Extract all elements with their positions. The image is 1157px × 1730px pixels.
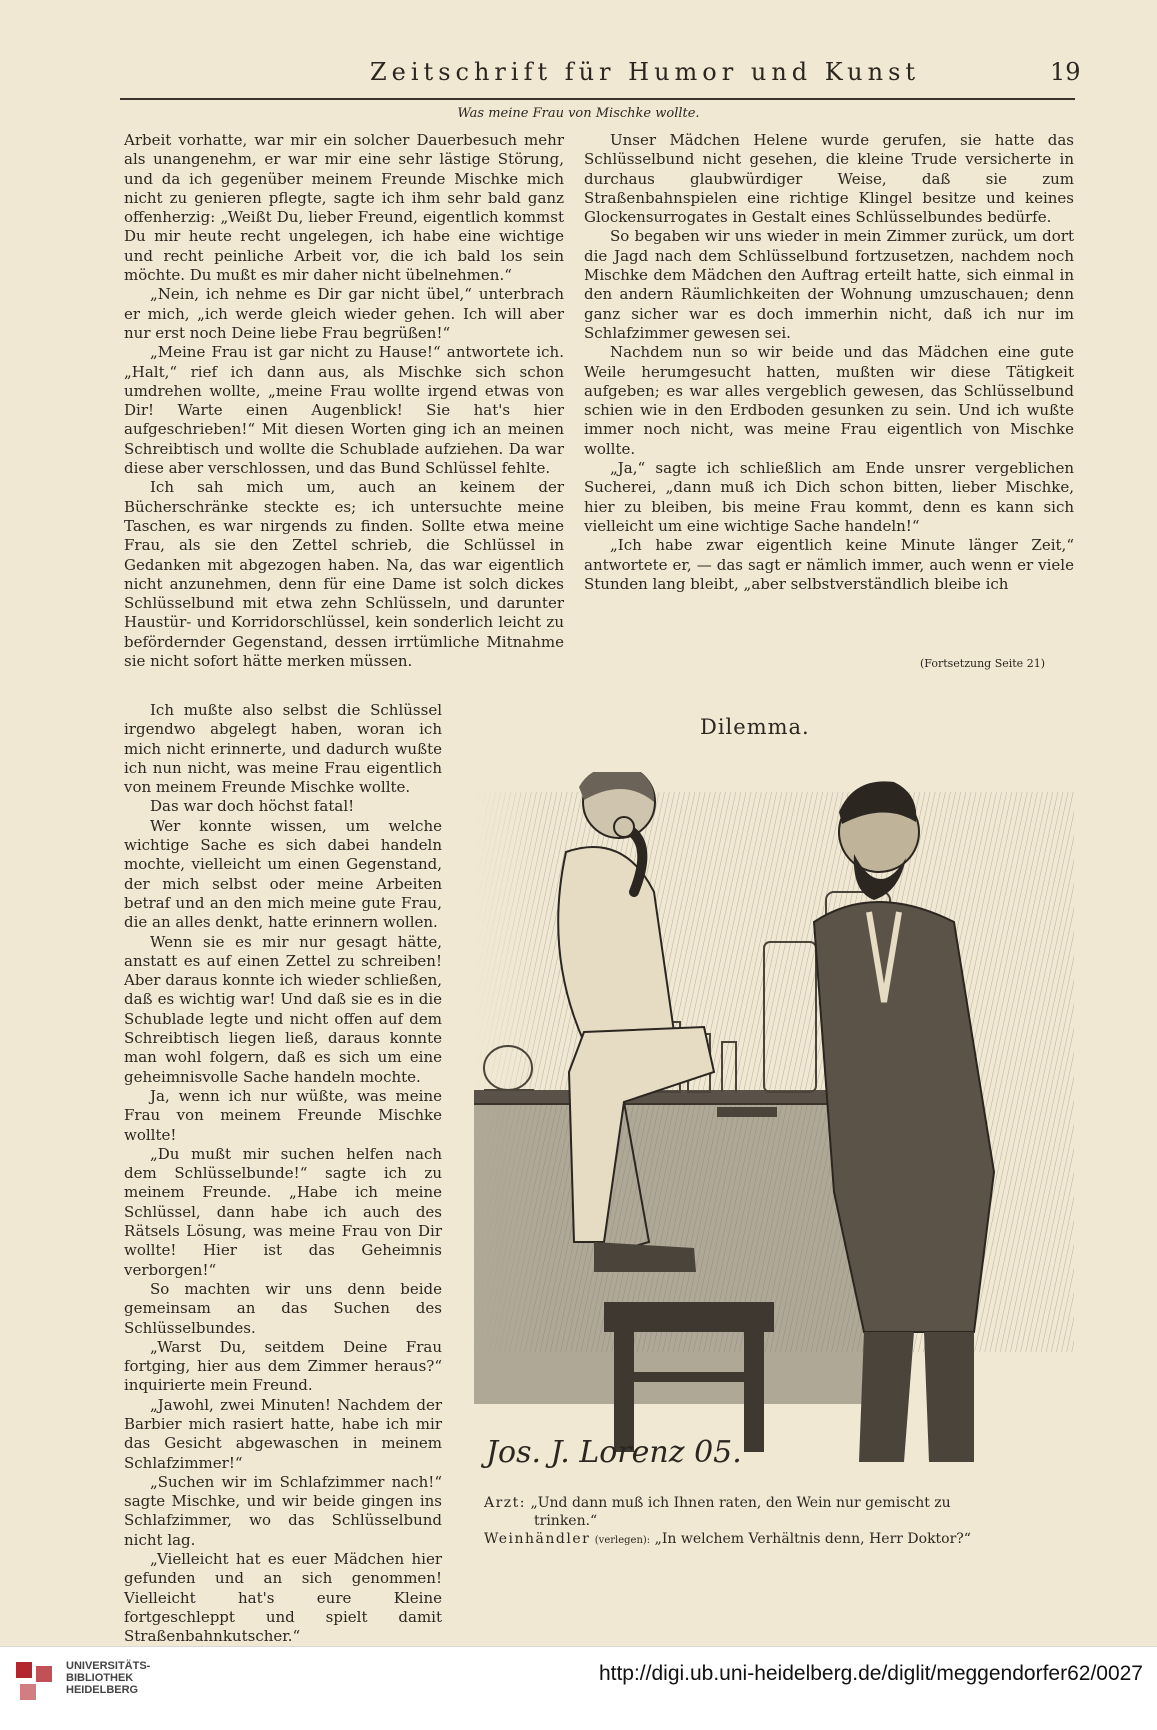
paragraph: Ich mußte also selbst die Schlüssel irgendwo abgelegt haben, woran ich mich nicht erinnerte, und dadurch wußte ich nun nicht, was meine Frau eigentlich von meinem Freunde Mischke wollte.: [124, 701, 442, 797]
university-library-logo-icon: [12, 1658, 58, 1704]
paragraph: „Vielleicht hat es euer Mädchen hier gefunden und an sich genommen! Vielleicht hat's eure Kleine fortgeschleppt und spielt damit Straßenbahnkutscher.“: [124, 1550, 442, 1646]
running-title: Zeitschrift für Humor und Kunst: [370, 58, 921, 86]
caption-text: „In welchem Verhältnis denn, Herr Doktor?“: [654, 1531, 971, 1547]
caption-text: trinken.“: [534, 1513, 598, 1529]
left-column: [124, 131, 564, 671]
caption-stage-note: (verlegen):: [594, 1535, 651, 1546]
cartoon-caption: [484, 1494, 1074, 1550]
paragraph: Wer konnte wissen, um welche wichtige Sache es sich dabei handeln mochte, vielleicht um einen Gegenstand, der mich selbst oder meine Arbeiten betraf und an den mich meine gute Frau, die an alles denkt, hatte erinnern wollen.: [124, 816, 442, 932]
paragraph: Ja, wenn ich nur wüßte, was meine Frau von meinem Freunde Mischke wollte!: [124, 1086, 442, 1144]
paragraph: „Ja,“ sagte ich schließlich am Ende unsrer vergeblichen Sucherei, „dann muß ich Dich schon bitten, lieber Mischke, hier zu bleiben, bis meine Frau kommt, denn es kann sich vielleicht um eine wichtige Sache handeln!“: [584, 459, 1074, 535]
caption-line-doctor: [484, 1494, 1074, 1512]
library-name-line: UNIVERSITÄTS-: [66, 1660, 151, 1672]
paragraph: „Suchen wir im Schlafzimmer nach!“ sagte Mischke, und wir beide gingen ins Schlafzimmer, wo das Schlüsselbund nicht lag.: [124, 1472, 442, 1549]
library-footer: [0, 1646, 1157, 1730]
source-url-link[interactable]: http://digi.ub.uni-heidelberg.de/diglit/meggendorfer62/0027: [598, 1662, 1143, 1685]
cartoon-illustration: [474, 772, 1074, 1490]
caption-speaker: Arzt:: [484, 1495, 527, 1511]
paragraph: Unser Mädchen Helene wurde gerufen, sie hatte das Schlüsselbund nicht gesehen, die kleine Trude versicherte in durchaus glaubwürdiger Weise, daß sie zum Straßenbahnspielen eine richtige Klingel besitze und keines Glockensurrogates in Gestalt eines Schlüsselbundes bedürfe.: [584, 131, 1074, 227]
paragraph: So begaben wir uns wieder in mein Zimmer zurück, um dort die Jagd nach dem Schlüsselbund fortzusetzen, nachdem noch Mischke dem Mädchen den Auftrag erteilt hatte, sich einmal in den andern Räumlichkeiten der Wohnung umzuschauen; denn ganz sicher war es doch immerhin nicht, daß ich nur im Schlafzimmer gewesen sei.: [584, 227, 1074, 342]
page-number: 19: [1050, 58, 1081, 86]
paragraph: „Warst Du, seitdem Deine Frau fortging, hier aus dem Zimmer heraus?“ inquirierte mein Freund.: [124, 1337, 442, 1395]
header-rule: [120, 98, 1075, 100]
library-name: [66, 1660, 150, 1696]
paragraph: Ich sah mich um, auch an keinem der Bücherschränke steckte es; ich untersuchte meine Taschen, es war nirgends zu finden. Sollte etwa meine Frau, als sie den Zettel schrieb, die Schlüssel in Gedanken mit abgezogen haben. Na, das war eigentlich nicht anzunehmen, denn für eine Dame ist solch dickes Schlüsselbund mit etwa zehn Schlüsseln, und darunter Haustür- und Korridorschlüssel, kein sonderlich leicht zu befördernder Gegenstand, dessen irrtümliche Mitnahme sie nicht sofort hätte merken müssen.: [124, 478, 564, 671]
left-column-narrow: [124, 701, 442, 1647]
caption-line-merchant: [484, 1530, 1074, 1550]
artist-signature: Jos. J. Lorenz 05.: [486, 1435, 742, 1470]
caption-speaker: Weinhändler: [484, 1531, 591, 1547]
paragraph: „Nein, ich nehme es Dir gar nicht übel,“ unterbrach er mich, „ich werde gleich wieder gehen. Ich will aber nur erst noch Deine liebe Frau begrüßen!“: [124, 285, 564, 342]
paragraph: Nachdem nun so wir beide und das Mädchen eine gute Weile herumgesucht hatten, mußten wir diese Tätigkeit aufgeben; es war alles vergeblich gewesen, das Schlüsselbund schien wie in den Erdboden gesunken zu sein. Und ich wußte immer noch nicht, was meine Frau eigentlich von Mischke wollte.: [584, 343, 1074, 458]
paragraph: „Jawohl, zwei Minuten! Nachdem der Barbier mich rasiert hatte, habe ich mir das Gesicht abgewaschen in meinem Schlafzimmer!“: [124, 1395, 442, 1472]
library-name-line: HEIDELBERG: [66, 1684, 139, 1696]
paragraph: „Ich habe zwar eigentlich keine Minute länger Zeit,“ antwortete er, — das sagt er nämlich immer, auch wenn er viele Stunden lang bleibt, „aber selbstverständlich bleibe ich: [584, 536, 1074, 593]
footer-divider: [0, 1646, 1157, 1647]
paragraph: „Meine Frau ist gar nicht zu Hause!“ antwortete ich. „Halt,“ rief ich dann aus, als Mischke sich schon umdrehen wollte, „meine Frau wollte irgend etwas von Dir! Warte einen Augenblick! Sie hat's hier aufgeschrieben!“ Mit diesen Worten ging ich an meinen Schreibtisch und wollte die Schublade aufziehen. Da war diese aber verschlossen, und das Bund Schlüssel fehlte.: [124, 343, 564, 478]
paragraph: Arbeit vorhatte, war mir ein solcher Dauerbesuch mehr als unangenehm, er war mir eine sehr lästige Störung, und da ich gegenüber meinem Freunde Mischke mich nicht zu genieren pflegte, sagte ich ihm sehr bald ganz offenherzig: „Weißt Du, lieber Freund, eigentlich kommst Du mir heute recht ungelegen, ich habe eine wichtige und recht peinliche Arbeit vor, die ich bald los sein möchte. Du mußt es mir daher nicht übelnehmen.“: [124, 131, 564, 285]
paragraph: So machten wir uns denn beide gemeinsam an das Suchen des Schlüsselbundes.: [124, 1279, 442, 1337]
story-title: Was meine Frau von Mischke wollte.: [457, 106, 700, 121]
paragraph: Das war doch höchst fatal!: [150, 797, 355, 816]
cartoon-title: Dilemma.: [700, 715, 810, 739]
caption-text: „Und dann muß ich Ihnen raten, den Wein nur gemischt zu: [530, 1495, 951, 1511]
paragraph: „Du mußt mir suchen helfen nach dem Schlüsselbunde!“ sagte ich zu meinem Freunde. „Habe ich meine Schlüssel, dann habe ich auch des Rätsels Lösung, was meine Frau von Dir wollte! Hier ist das Geheimnis verborgen!“: [124, 1144, 442, 1279]
page-header: [0, 58, 1157, 88]
paragraph: Wenn sie es mir nur gesagt hätte, anstatt es auf einen Zettel zu schreiben! Aber daraus konnte ich wieder schließen, daß es wichtig war! Und daß sie es in die Schublade legte und nicht offen auf dem Schreibtisch liegen ließ, daraus konnte man wohl folgern, daß es sich um eine geheimnisvolle Sache handeln mochte.: [124, 932, 442, 1086]
right-column: [584, 131, 1074, 594]
library-name-line: BIBLIOTHEK: [66, 1672, 134, 1684]
continuation-note: (Fortsetzung Seite 21): [920, 657, 1045, 670]
